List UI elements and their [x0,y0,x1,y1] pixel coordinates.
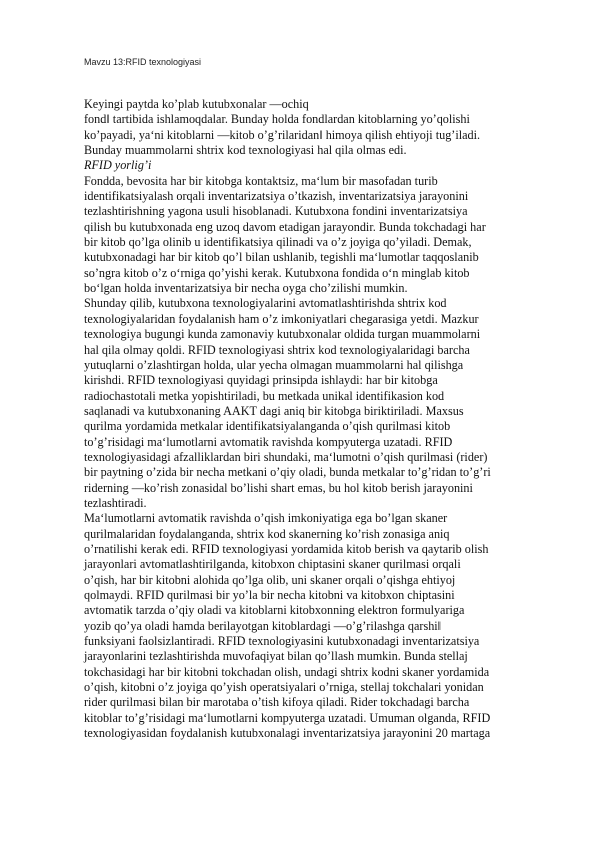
text-line: riderning ―ko’rish zonasidal bo’lishi shart emas, bu hol kitob berish jarayonini [84,480,473,495]
text-line: kitoblar to’g’risidagi ma‘lumotlarni kompyuterga uzatadi. Umuman olganda, RFID [84,710,491,725]
text-line: Fondda, bevosita har bir kitobga kontaktsiz, ma‘lum bir masofadan turib [84,173,438,188]
text-line: saqlanadi va kutubxonaning AAKT dagi aniq bir kitobga biriktiriladi. Maxsus [84,403,464,418]
text-line: tokchasidagi har bir kitobni tokchadan olish, undagi shtrix kodni skaner yordamida [84,664,490,679]
text-line: identifikatsiyalash orqali inventarizatsiya o’tkazish, inventarizatsiya jarayonini [84,189,469,204]
text-line: o’qish, har bir kitobni alohida qo’lga olib, uni skaner orqali o’qishga ehtiyoj [84,572,456,587]
text-line: ko’payadi, ya‘ni kitoblarni ―kitob o’g’rilaridan‖ himoya qilish ehtiyoji tug’iladi. [84,127,481,142]
text-line: texnologiyasidagi afzalliklardan biri shundaki, ma‘lumotni o’qish qurilmasi (rider) [84,449,488,464]
text-line: bo‘lgan holda inventarizatsiya bir necha oyga cho’zilishi mumkin. [84,281,408,296]
text-line: yutuqlarni o’zlashtirgan holda, ular yecha olmagan muammolarni hal qilishga [84,357,464,372]
text-line: funksiyani faolsizlantiradi. RFID texnologiyasini kutubxonadagi inventarizatsiya [84,634,480,649]
text-line: o’qish, kitobni o’z joyiga qo’yish operatsiyalari o’rniga, stellaj tokchalari yonidan [84,680,484,695]
text-line: bir kitob qo’lga olinib u identifikatsiya qilinadi va o’z joyiga qo’yiladi. Demak, [84,235,472,250]
text-line: qurilma yordamida metkalar identifikatsiyalanganda o’qish qurilmasi kitob [84,419,451,434]
text-line: Ma‘lumotlarni avtomatik ravishda o’qish imkoniyatiga ega bo’lgan skaner [84,511,448,526]
section-heading: RFID yorlig’i [84,158,152,173]
text-line: kutubxonadagi har bir kitob qo’l bilan ushlanib, tegishli ma‘lumotlar taqqoslanib [84,250,479,265]
document-body [84,97,554,741]
text-line: texnologiya bugungi kunda zamonaviy kutubxonalar oldida turgan muammolarni [84,327,481,342]
text-line: bir paytning o’zida bir necha metkani o’qiy oladi, bunda metkalar to’g’ridan to’g’ri [84,465,491,480]
text-line: tezlashtirishning yagona usuli hisoblanadi. Kutubxona fondini inventarizatsiya [84,204,468,219]
text-line: jarayonlari avtomatlashtirilganda, kitobxon chiptasini skaner qurilmasi orqali [84,557,461,572]
text-line: fond‖ tartibida ishlamoqdalar. Bunday holda fondlardan kitoblarning yo’qolishi [84,112,470,127]
text-line: Shunday qilib, kutubxona texnologiyalarini avtomatlashtirishda shtrix kod [84,296,447,311]
text-line: kirishdi. RFID texnologiyasi quyidagi prinsipda ishlaydi: har bir kitobga [84,373,438,388]
text-line: radiochastotali metka yopishtiriladi, bu metkada unikal identifikasion kod [84,388,445,403]
text-line: yozib qo’ya oladi hamda berilayotgan kitoblardagi ―o’g’rilashga qarshi‖ [84,618,442,633]
text-line: qilish bu kutubxonada eng uzoq davom etadigan jarayondir. Bunda tokchadagi har [84,219,486,234]
text-line: texnologiyalaridan foydalanish ham o’z imkoniyatlari chegarasiga yetdi. Mazkur [84,311,479,326]
text-line: tezlashtiradi. [84,495,147,510]
text-line: avtomatik tarzda o’qiy oladi va kitoblarni kitobxonning elektron formulyariga [84,603,465,618]
text-line: to’g’risidagi ma‘lumotlarni avtomatik ravishda kompyuterga uzatadi. RFID [84,434,453,449]
text-line: Keyingi paytda ko’plab kutubxonalar ―ochiq [84,97,309,111]
text-line: so’ngra kitob o’z o‘rniga qo’yishi kerak. Kutubxona fondida o‘n minglab kitob [84,265,470,280]
text-line: rider qurilmasi bilan bir marotaba o’tish kifoya qiladi. Rider tokchadagi barcha [84,695,470,710]
text-line: Bunday muammolarni shtrix kod texnologiyasi hal qila olmas edi. [84,143,407,158]
text-line: texnologiyasidan foydalanish kutubxonalagi inventarizatsiya jarayonini 20 martaga [84,726,491,741]
text-line: o’rnatilishi kerak edi. RFID texnologiyasi yordamida kitob berish va qaytarib olish [84,541,489,556]
text-line: hal qila olmay qoldi. RFID texnologiyasi shtrix kod texnologiyalaridagi barcha [84,342,470,357]
page-header: Mavzu 13:RFID texnologiyasi [84,57,202,67]
text-line: qolmaydi. RFID qurilmasi bir yo’la bir necha kitobni va kitobxon chiptasini [84,588,455,602]
text-line: qurilmalaridan foydalanganda, shtrix kod skanerning ko’rish zonasiga aniq [84,526,450,541]
text-line: jarayonlarini tezlashtirishda muvofaqiyat bilan qo’llash mumkin. Bunda stellaj [84,649,468,664]
